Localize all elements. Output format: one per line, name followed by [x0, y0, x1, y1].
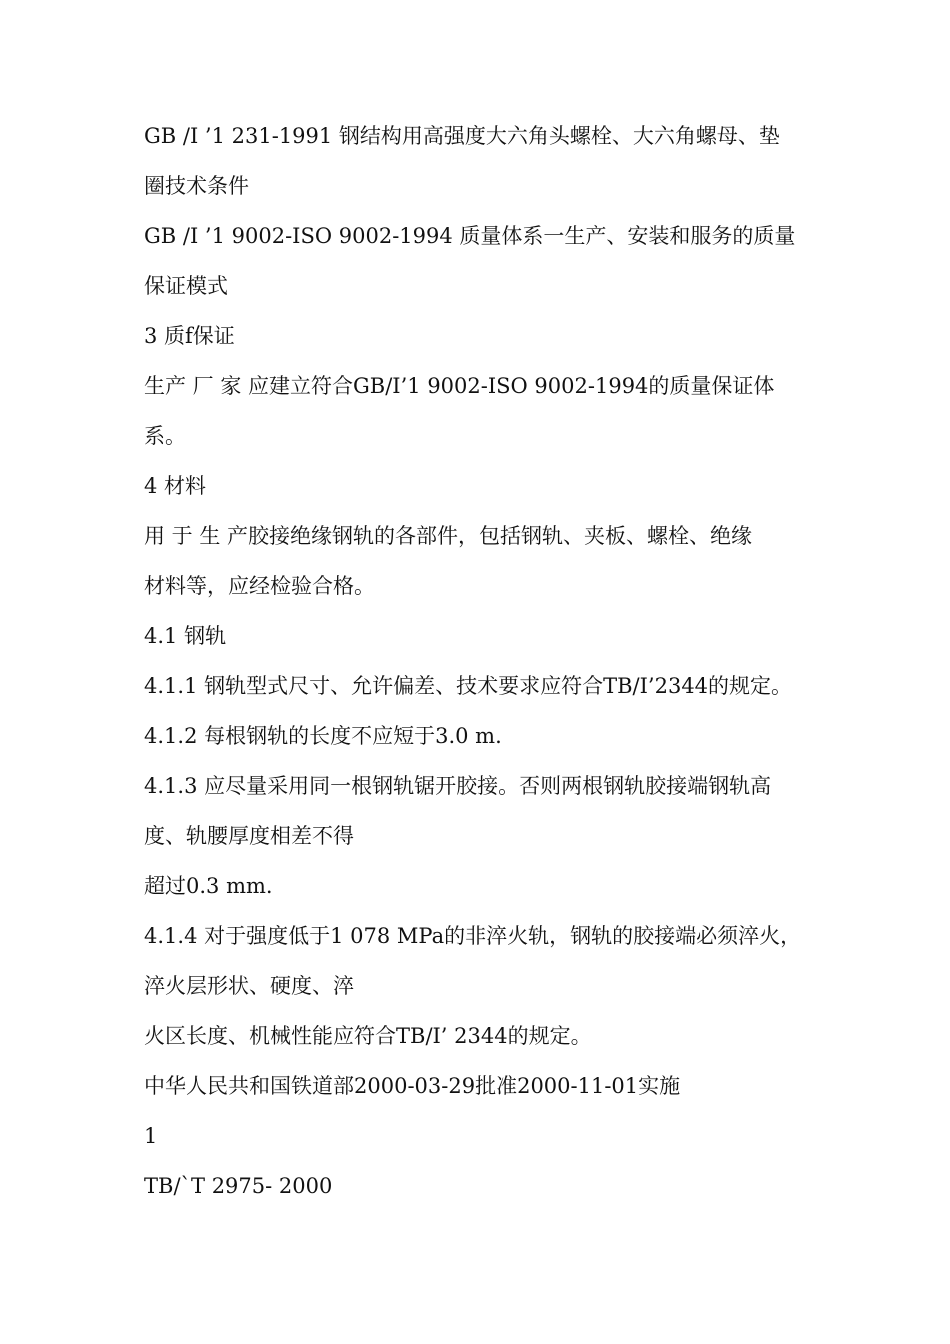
section-4-text-line1: 用 于 生 产胶接绝缘钢轨的各部件，包括钢轨、夹板、螺栓、绝缘: [144, 524, 753, 548]
approval-line: 中华人民共和国铁道部2000-03-29批准2000-11-01实施: [144, 1074, 681, 1098]
clause-4-1-4-line2: 淬火层形状、硬度、淬: [144, 974, 354, 998]
clause-4-1-3-line2: 度、轨腰厚度相差不得: [144, 824, 354, 848]
section-3-text-line2: 系。: [144, 424, 186, 448]
section-3-text-line1: 生产 厂 家 应建立符合GB/I’1 9002-ISO 9002-1994的质量保证体: [144, 374, 775, 398]
clause-4-1-3-line1: 4.1.3 应尽量采用同一根钢轨锯开胶接。否则两根钢轨胶接端钢轨高: [144, 774, 772, 798]
standard-code: TB/`T 2975- 2000: [144, 1174, 333, 1198]
section-4-1-heading: 4.1 钢轨: [144, 624, 227, 648]
clause-4-1-3-line3: 超过0.3 mm.: [144, 874, 273, 898]
section-4-heading: 4 材料: [144, 474, 207, 498]
clause-4-1-4-line3: 火区长度、机械性能应符合TB/I’ 2344的规定。: [144, 1024, 592, 1048]
clause-4-1-4-line1: 4.1.4 对于强度低于1 078 MPa的非淬火轨，钢轨的胶接端必须淬火，: [144, 924, 802, 948]
reference-gb9002-line2: 保证模式: [144, 274, 228, 298]
clause-4-1-2: 4.1.2 每根钢轨的长度不应短于3.0 m.: [144, 724, 502, 748]
clause-4-1-1: 4.1.1 钢轨型式尺寸、允许偏差、技术要求应符合TB/I’2344的规定。: [144, 674, 793, 698]
reference-gb1231-line2: 圈技术条件: [144, 174, 249, 198]
reference-gb1231-line1: GB /I ’1 231-1991 钢结构用高强度大六角头螺栓、大六角螺母、垫: [144, 124, 780, 148]
section-3-heading: 3 质f保证: [144, 324, 235, 348]
section-4-text-line2: 材料等，应经检验合格。: [144, 574, 375, 598]
reference-gb9002-line1: GB /I ’1 9002-ISO 9002-1994 质量体系一生产、安装和服务的质量: [144, 224, 796, 248]
page-number: 1: [144, 1124, 158, 1148]
